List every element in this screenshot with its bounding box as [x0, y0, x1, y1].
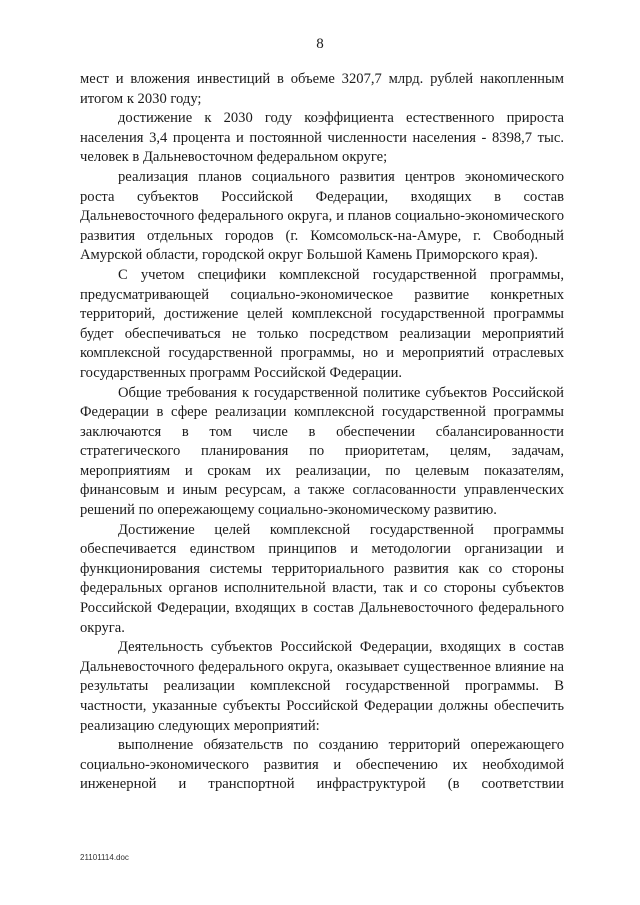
document-filename: 21101114.doc	[80, 853, 129, 862]
page-number: 8	[316, 36, 324, 52]
paragraph: Общие требования к государственной политике субъектов Российской Федерации в сфере реализации комплексной государственной программы заключаются в том числе в обеспечении сбалансированности стратегического планирования по приоритетам, целям, задачам, мероприятиям и срокам их реализации, по целевым показателям, финансовым и иным ресурсам, а также согласованности управленческих решений по опережающему социально-экономическому развитию.	[80, 384, 564, 519]
document-body	[80, 70, 564, 795]
paragraph: мест и вложения инвестиций в объеме 3207,7 млрд. рублей накопленным итогом к 2030 году;	[80, 71, 564, 107]
paragraph: Достижение целей комплексной государственной программы обеспечивается единством принципов и методологии организации и функционирования системы территориального развития как со стороны федеральных органов исполнительной власти, так и со стороны субъектов Российской Федерации, входящих в состав Дальневосточного федерального округа.	[80, 521, 564, 636]
paragraph: С учетом специфики комплексной государственной программы, предусматривающей социально-экономическое развитие конкретных территорий, достижение целей комплексной государственной программы будет обеспечиваться не только посредством реализации мероприятий комплексной государственной программы, но и мероприятий отраслевых государственных программ Российской Федерации.	[80, 266, 564, 381]
paragraph: реализация планов социального развития центров экономического роста субъектов Российской Федерации, входящих в состав Дальневосточного федерального округа, и планов социально-экономического развития отдельных городов (г. Комсомольск-на-Амуре, г. Свободный Амурской области, городской округ Большой Камень Приморского края).	[80, 168, 564, 264]
paragraph: Деятельность субъектов Российской Федерации, входящих в состав Дальневосточного федерального округа, оказывает существенное влияние на результаты реализации комплексной государственной программы. В частности, указанные субъекты Российской Федерации должны обеспечить реализацию следующих мероприятий:	[80, 639, 564, 734]
paragraph: достижение к 2030 году коэффициента естественного прироста населения 3,4 процента и постоянной численности населения - 8398,7 тыс. человек в Дальневосточном федеральном округе;	[80, 110, 564, 166]
paragraph: выполнение обязательств по созданию территорий опережающего социально-экономического развития и обеспечению их необходимой инженерной и транспортной инфраструктурой (в соответствии	[80, 737, 564, 793]
